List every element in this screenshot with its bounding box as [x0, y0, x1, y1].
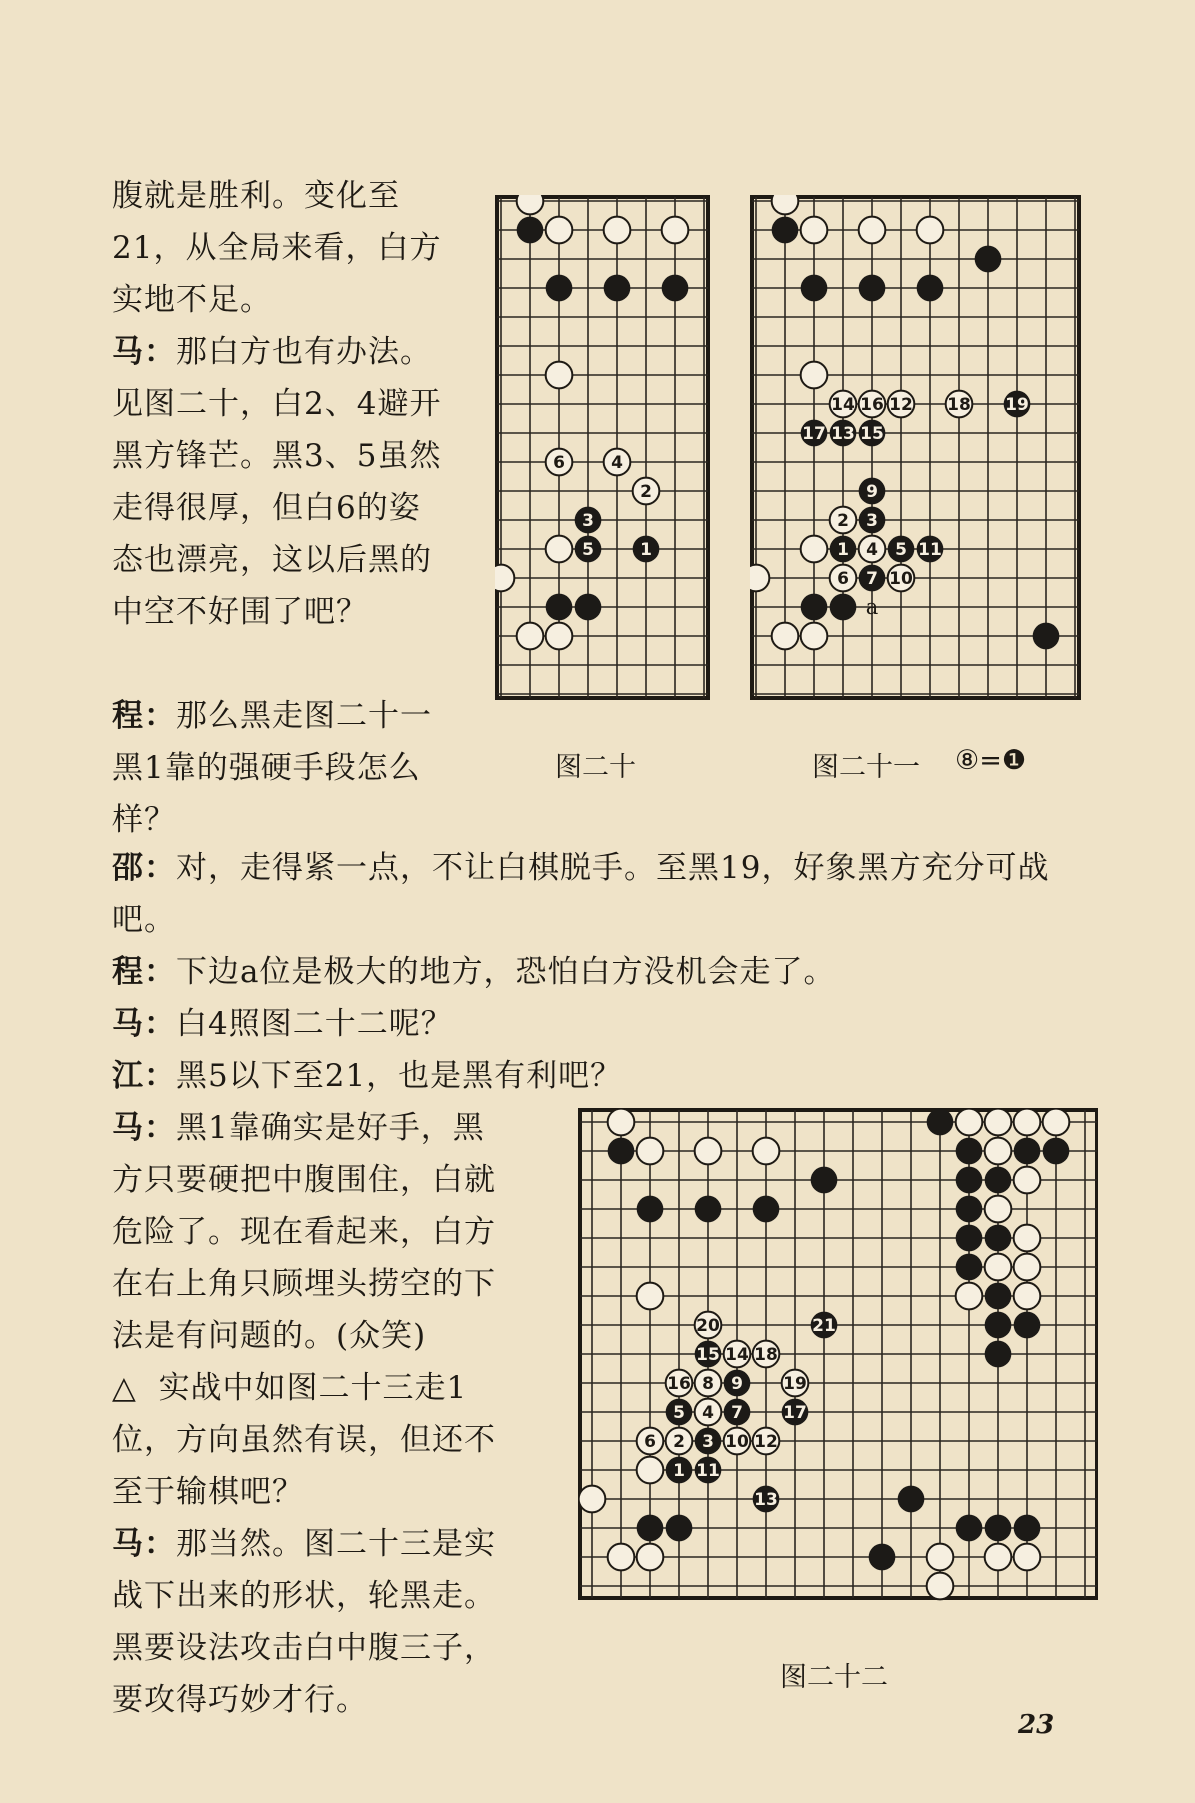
black-stone — [801, 420, 828, 447]
white-stone — [801, 536, 828, 563]
white-stone — [830, 507, 857, 534]
move-number: 20 — [696, 1316, 720, 1336]
white-stone — [782, 1370, 809, 1397]
black-stone — [608, 1138, 635, 1165]
white-stone — [546, 217, 573, 244]
black-stone — [575, 536, 602, 563]
white-stone — [1014, 1544, 1041, 1571]
paragraph-4-text: 那么黑走图二十一黑1靠的强硬手段怎么样？ — [112, 698, 432, 838]
black-stone — [753, 1486, 780, 1513]
move-number: 2 — [640, 482, 652, 502]
speaker-cheng: 程： — [112, 698, 176, 734]
white-stone — [695, 1370, 722, 1397]
black-stone — [695, 1457, 722, 1484]
black-stone — [985, 1283, 1012, 1310]
black-stone — [801, 594, 828, 621]
black-stone — [517, 217, 544, 244]
caption-fig21-note: ⑧=❶ — [955, 745, 1027, 776]
black-stone — [888, 536, 915, 563]
black-stone — [917, 536, 944, 563]
black-stone — [956, 1196, 983, 1223]
black-stone — [830, 536, 857, 563]
white-stone — [608, 1544, 635, 1571]
white-stone — [801, 217, 828, 244]
white-stone — [637, 1428, 664, 1455]
white-stone — [859, 536, 886, 563]
white-stone — [859, 217, 886, 244]
black-stone — [811, 1312, 838, 1339]
black-stone — [985, 1341, 1012, 1368]
black-stone — [637, 1196, 664, 1223]
white-stone — [859, 391, 886, 418]
black-stone — [956, 1225, 983, 1252]
speaker-cheng-2: 程： — [112, 954, 176, 990]
white-stone — [830, 391, 857, 418]
move-number: 5 — [582, 540, 594, 560]
speaker-jiang: 江： — [112, 1058, 176, 1094]
white-stone — [1014, 1283, 1041, 1310]
move-number: 10 — [889, 569, 913, 589]
white-stone — [579, 1486, 606, 1513]
move-number: 4 — [866, 540, 878, 560]
speaker-shao: 邵： — [112, 850, 176, 886]
white-stone — [517, 195, 544, 214]
black-stone — [956, 1167, 983, 1194]
black-stone — [956, 1138, 983, 1165]
move-number: 14 — [725, 1345, 749, 1365]
white-stone — [1014, 1254, 1041, 1281]
caption-fig21: 图二十一 — [812, 752, 920, 783]
black-stone — [1014, 1515, 1041, 1542]
paragraph-5-text: 对，走得紧一点，不让白棋脱手。至黑19，好象黑方充分可战吧。 — [112, 850, 1050, 938]
paragraph-10 — [112, 1362, 512, 1518]
move-number: 17 — [802, 424, 826, 444]
white-stone — [604, 449, 631, 476]
white-stone — [637, 1283, 664, 1310]
white-stone — [830, 565, 857, 592]
paragraph-9 — [112, 1102, 512, 1362]
paragraph-8-text: 黑5以下至21，也是黑有利吧？ — [176, 1058, 623, 1094]
white-stone — [695, 1399, 722, 1426]
black-stone — [666, 1457, 693, 1484]
black-stone — [811, 1167, 838, 1194]
white-stone — [1014, 1167, 1041, 1194]
black-stone — [1014, 1312, 1041, 1339]
move-number: 6 — [553, 453, 565, 473]
black-stone — [830, 420, 857, 447]
white-stone — [772, 195, 799, 214]
black-stone — [695, 1196, 722, 1223]
paragraph-10-text: 实战中如图二十三走1位，方向虽然有误，但还不至于输棋吧？ — [112, 1370, 496, 1510]
white-stone — [724, 1341, 751, 1368]
black-stone — [985, 1225, 1012, 1252]
black-stone — [666, 1399, 693, 1426]
paragraph-7-text: 白4照图二十二呢？ — [176, 1006, 453, 1042]
white-stone — [666, 1370, 693, 1397]
move-number: 11 — [696, 1461, 720, 1481]
black-stone — [830, 594, 857, 621]
black-stone — [666, 1515, 693, 1542]
paragraph-1-text: 腹就是胜利。变化至21，从全局来看，白方实地不足。 — [112, 178, 442, 318]
white-stone — [695, 1138, 722, 1165]
move-number: 2 — [673, 1432, 685, 1452]
move-number: 13 — [754, 1490, 778, 1510]
white-stone — [927, 1573, 954, 1600]
move-number: 16 — [667, 1374, 691, 1394]
white-stone — [753, 1138, 780, 1165]
black-stone — [985, 1312, 1012, 1339]
move-number: 15 — [860, 424, 884, 444]
black-stone — [633, 536, 660, 563]
black-stone — [869, 1544, 896, 1571]
white-stone — [1014, 1109, 1041, 1136]
speaker-ma: 马： — [112, 334, 176, 370]
move-number: 11 — [918, 540, 942, 560]
paragraph-3 — [112, 378, 452, 638]
move-number: 6 — [837, 569, 849, 589]
paragraph-6-text: 下边a位是极大的地方，恐怕白方没机会走了。 — [176, 954, 836, 990]
white-stone — [517, 623, 544, 650]
black-stone — [575, 507, 602, 534]
white-stone — [1014, 1225, 1041, 1252]
white-stone — [985, 1196, 1012, 1223]
white-stone — [985, 1254, 1012, 1281]
speaker-ma-3: 马： — [112, 1110, 176, 1146]
white-stone — [608, 1109, 635, 1136]
white-stone — [495, 565, 514, 592]
black-stone — [1033, 623, 1060, 650]
move-number: 5 — [895, 540, 907, 560]
white-stone — [662, 217, 689, 244]
paragraph-6 — [112, 946, 1112, 998]
black-stone — [637, 1515, 664, 1542]
white-stone — [927, 1544, 954, 1571]
white-stone — [546, 362, 573, 389]
white-stone — [546, 623, 573, 650]
white-stone — [546, 449, 573, 476]
white-stone — [985, 1138, 1012, 1165]
black-stone — [546, 594, 573, 621]
move-number: 4 — [702, 1403, 714, 1423]
white-stone — [633, 478, 660, 505]
move-number: 5 — [673, 1403, 685, 1423]
black-stone — [604, 275, 631, 302]
move-number: 10 — [725, 1432, 749, 1452]
white-stone — [801, 623, 828, 650]
black-stone — [662, 275, 689, 302]
black-stone — [927, 1109, 954, 1136]
move-number: 3 — [582, 511, 594, 531]
white-stone — [666, 1428, 693, 1455]
triangle-marker: △ — [112, 1370, 137, 1406]
paragraph-11-text: 那当然。图二十三是实战下出来的形状，轮黑走。黑要设法攻击白中腹三子，要攻得巧妙才行。 — [112, 1526, 496, 1718]
white-stone — [956, 1283, 983, 1310]
white-stone — [604, 217, 631, 244]
move-number: 7 — [731, 1403, 743, 1423]
paragraph-5 — [112, 842, 1112, 946]
caption-fig20: 图二十 — [555, 752, 636, 783]
move-number: 3 — [702, 1432, 714, 1452]
black-stone — [956, 1254, 983, 1281]
move-number: 1 — [673, 1461, 685, 1481]
move-number: 19 — [1005, 395, 1029, 415]
white-stone — [637, 1544, 664, 1571]
paragraph-11 — [112, 1518, 512, 1726]
black-stone — [956, 1515, 983, 1542]
go-board-fig22 — [578, 1108, 1098, 1628]
paragraph-9-text: 黑1靠确实是好手，黑方只要硬把中腹围住，白就危险了。现在看起来，白方在右上角只顾埋头捞空的下法是有问题的。(众笑) — [112, 1110, 496, 1354]
paragraph-8 — [112, 1050, 1112, 1102]
black-stone — [753, 1196, 780, 1223]
white-stone — [750, 565, 769, 592]
move-number: 9 — [731, 1374, 743, 1394]
black-stone — [985, 1515, 1012, 1542]
move-number: 2 — [837, 511, 849, 531]
move-number: 12 — [889, 395, 913, 415]
go-board-fig20 — [495, 195, 715, 720]
move-number: 18 — [947, 395, 971, 415]
paragraph-1 — [112, 170, 452, 326]
white-stone — [695, 1312, 722, 1339]
move-number: 21 — [812, 1316, 836, 1336]
paragraph-2 — [112, 326, 452, 378]
black-stone — [859, 507, 886, 534]
white-stone — [637, 1457, 664, 1484]
move-number: 18 — [754, 1345, 778, 1365]
move-number: 15 — [696, 1345, 720, 1365]
move-number: 16 — [860, 395, 884, 415]
white-stone — [753, 1428, 780, 1455]
black-stone — [575, 594, 602, 621]
page-number: 23 — [1018, 1710, 1055, 1740]
black-stone — [975, 246, 1002, 273]
white-stone — [946, 391, 973, 418]
black-stone — [695, 1341, 722, 1368]
white-stone — [1043, 1109, 1070, 1136]
paragraph-4 — [112, 690, 452, 846]
paragraph-7 — [112, 998, 1112, 1050]
white-stone — [637, 1138, 664, 1165]
move-number: 3 — [866, 511, 878, 531]
black-stone — [801, 275, 828, 302]
white-stone — [917, 217, 944, 244]
move-number: 13 — [831, 424, 855, 444]
black-stone — [724, 1370, 751, 1397]
move-number: 7 — [866, 569, 878, 589]
move-number: 12 — [754, 1432, 778, 1452]
speaker-ma-2: 马： — [112, 1006, 176, 1042]
black-stone — [859, 275, 886, 302]
black-stone — [859, 478, 886, 505]
white-stone — [888, 391, 915, 418]
move-number: 4 — [611, 453, 623, 473]
black-stone — [724, 1399, 751, 1426]
black-stone — [782, 1399, 809, 1426]
black-stone — [985, 1167, 1012, 1194]
move-number: 19 — [783, 1374, 807, 1394]
white-stone — [888, 565, 915, 592]
black-stone — [1014, 1138, 1041, 1165]
black-stone — [859, 565, 886, 592]
white-stone — [753, 1341, 780, 1368]
black-stone — [917, 275, 944, 302]
paragraph-2-text: 那白方也有办法。 — [176, 334, 432, 370]
black-stone — [546, 275, 573, 302]
paragraph-3-text: 见图二十，白2、4避开黑方锋芒。黑3、5虽然走得很厚，但白6的姿态也漂亮，这以后黑的中空不好围了吧？ — [112, 386, 442, 630]
white-stone — [724, 1428, 751, 1455]
caption-fig22: 图二十二 — [780, 1662, 888, 1693]
speaker-ma-4: 马： — [112, 1526, 176, 1562]
black-stone — [695, 1428, 722, 1455]
black-stone — [1004, 391, 1031, 418]
move-number: 8 — [702, 1374, 714, 1394]
black-stone — [859, 420, 886, 447]
white-stone — [801, 362, 828, 389]
white-stone — [985, 1544, 1012, 1571]
black-stone — [1043, 1138, 1070, 1165]
white-stone — [546, 536, 573, 563]
white-stone — [772, 623, 799, 650]
move-number: 9 — [866, 482, 878, 502]
white-stone — [956, 1109, 983, 1136]
move-number: 17 — [783, 1403, 807, 1423]
move-number: 1 — [837, 540, 849, 560]
move-number: 6 — [644, 1432, 656, 1452]
board-frame — [752, 197, 1079, 698]
black-stone — [898, 1486, 925, 1513]
move-number: 14 — [831, 395, 855, 415]
point-label: a — [865, 595, 879, 619]
white-stone — [985, 1109, 1012, 1136]
go-board-fig21 — [750, 195, 1120, 720]
move-number: 1 — [640, 540, 652, 560]
black-stone — [772, 217, 799, 244]
